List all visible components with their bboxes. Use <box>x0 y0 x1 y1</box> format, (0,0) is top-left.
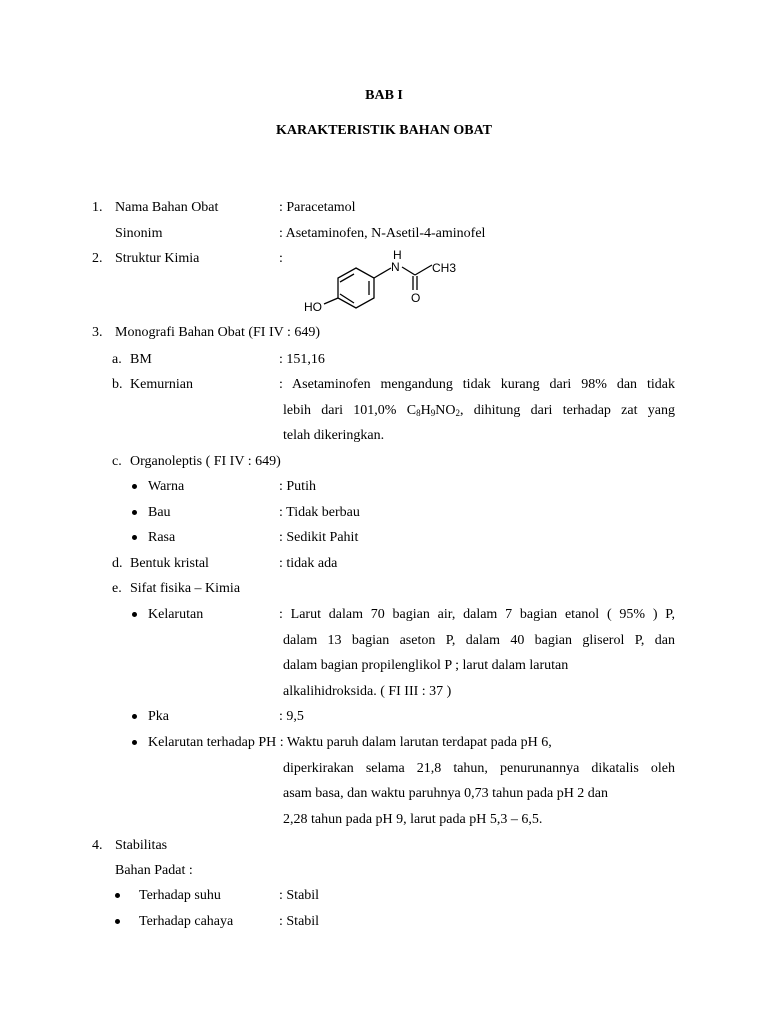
kelarutan-line-3: dalam bagian propilenglikol P ; larut dalam larutan <box>283 658 569 673</box>
structure-o-label: O <box>411 291 421 305</box>
bullet-icon <box>132 714 137 719</box>
item-number-1: 1. <box>92 200 103 215</box>
nama-bahan-value: : Paracetamol <box>279 200 356 215</box>
kelarutan-line-4: alkalihidroksida. ( FI III : 37 ) <box>283 684 452 699</box>
bm-value: : 151,16 <box>279 352 325 367</box>
ph-line-3: asam basa, dan waktu paruhnya 0,73 tahun pada pH 2 dan <box>283 786 609 801</box>
chapter-title: KARAKTERISTIK BAHAN OBAT <box>275 123 492 138</box>
kelarutan-line-2: dalam 13 bagian aseton P, dalam 40 bagian gliserol P, dan <box>283 633 675 648</box>
bentuk-letter: d. <box>112 556 123 571</box>
bullet-icon <box>132 510 137 515</box>
rasa-label: Rasa <box>148 530 176 545</box>
kemurnian-letter: b. <box>112 377 123 392</box>
cahaya-label: Terhadap cahaya <box>139 914 234 929</box>
ph-line-4: 2,28 tahun pada pH 9, larut pada pH 5,3 – 6,5. <box>283 812 543 827</box>
bahan-padat-label: Bahan Padat : <box>115 863 193 878</box>
rasa-value: : Sedikit Pahit <box>279 530 359 545</box>
ph-line-1: Kelarutan terhadap PH : Waktu paruh dalam larutan terdapat pada pH 6, <box>148 735 552 750</box>
sifat-label: Sifat fisika – Kimia <box>130 581 241 596</box>
bullet-icon <box>115 919 120 924</box>
sinonim-label: Sinonim <box>115 226 163 241</box>
kemurnian-label: Kemurnian <box>130 377 193 392</box>
pka-value: : 9,5 <box>279 709 304 724</box>
bullet-icon <box>132 535 137 540</box>
pka-label: Pka <box>148 709 169 724</box>
sinonim-value: : Asetaminofen, N-Asetil-4-aminofel <box>279 226 486 241</box>
item-number-3: 3. <box>92 325 103 340</box>
nama-bahan-label: Nama Bahan Obat <box>115 200 219 215</box>
bm-label: BM <box>130 352 152 367</box>
organoleptis-letter: c. <box>112 454 122 469</box>
bullet-icon <box>132 484 137 489</box>
bullet-icon <box>132 612 137 617</box>
kemurnian-line-1: : Asetaminofen mengandung tidak kurang dari 98% dan tidak <box>279 377 675 392</box>
bentuk-label: Bentuk kristal <box>130 556 209 571</box>
organoleptis-label: Organoleptis ( FI IV : 649) <box>130 454 281 469</box>
bullet-icon <box>132 740 137 745</box>
structure-h-label: H <box>393 248 402 262</box>
monografi-label: Monografi Bahan Obat (FI IV : 649) <box>115 325 321 340</box>
kelarutan-label: Kelarutan <box>148 607 204 622</box>
bm-letter: a. <box>112 352 122 367</box>
suhu-value: : Stabil <box>279 888 320 903</box>
struktur-label: Struktur Kimia <box>115 251 200 266</box>
bullet-icon <box>115 893 120 898</box>
ph-line-2: diperkirakan selama 21,8 tahun, penurunannya dikatalis oleh <box>283 761 675 776</box>
warna-value: : Putih <box>279 479 316 494</box>
item-number-4: 4. <box>92 838 103 853</box>
warna-label: Warna <box>148 479 185 494</box>
structure-n-label: N <box>391 260 400 274</box>
kelarutan-line-1: : Larut dalam 70 bagian air, dalam 7 bagian etanol ( 95% ) P, <box>279 607 675 622</box>
sifat-letter: e. <box>112 581 122 596</box>
structure-ch3-label: CH3 <box>432 261 457 275</box>
bau-value: : Tidak berbau <box>279 505 360 520</box>
item-number-2: 2. <box>92 251 103 266</box>
kemurnian-line-3: telah dikeringkan. <box>283 428 385 443</box>
paracetamol-structure <box>298 246 460 318</box>
structure-ho-label: HO <box>304 300 322 314</box>
kemurnian-line-2: lebih dari 101,0% $C_8H_9NO_2$, dihitung dari terhadap zat yang <box>283 403 675 418</box>
suhu-label: Terhadap suhu <box>139 888 221 903</box>
struktur-colon: : <box>279 251 283 266</box>
chapter-heading: BAB I <box>365 88 403 103</box>
bau-label: Bau <box>148 505 171 520</box>
bentuk-value: : tidak ada <box>279 556 338 571</box>
stabilitas-label: Stabilitas <box>115 838 168 853</box>
cahaya-value: : Stabil <box>279 914 320 929</box>
